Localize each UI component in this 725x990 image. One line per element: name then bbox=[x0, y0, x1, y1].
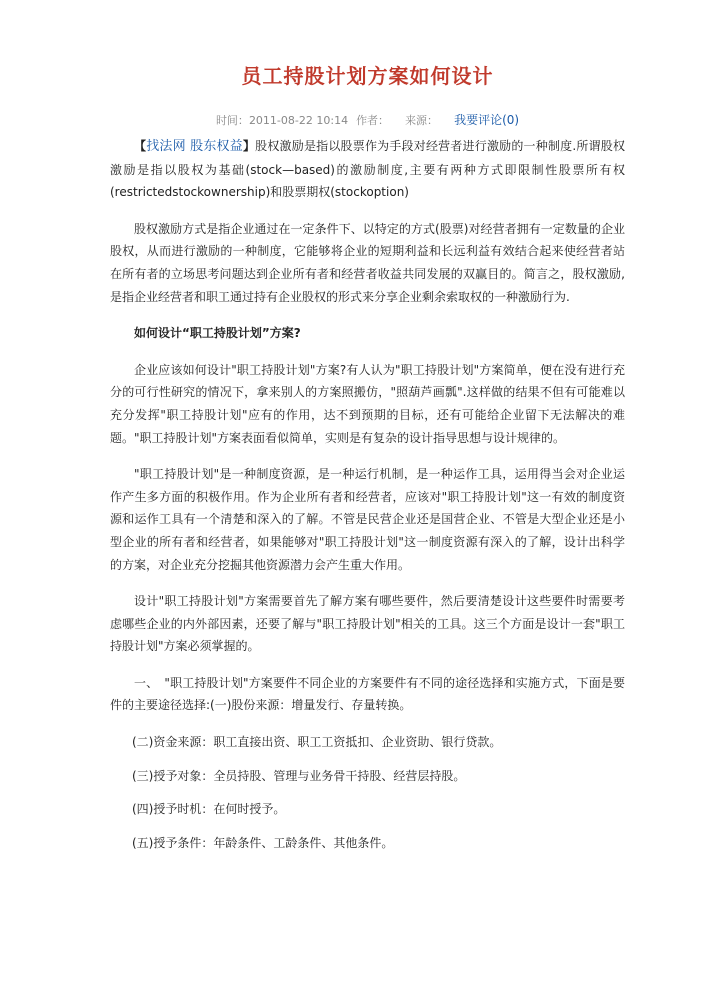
paragraph-4: "职工持股计划"是一种制度资源，是一种运行机制，是一种运作工具，运用得当会对企业运作产生多方面的积极作用。作为企业所有者和经营者，应该对"职工持股计划"这一有效的制度资源和运作工具有一个清楚和深入的了解。不管是民营企业还是国营企业、不管是大型企业还是小型企业的所有者和经营者，如果能够对"职工持股计划"这一制度资源有深入的了解，设计出科学的方案，对企业充分挖掘其他资源潜力会产生重大作用。 bbox=[110, 467, 625, 572]
list-item-grantees: (三)授予对象：全员持股、管理与业务骨干持股、经营层持股。 bbox=[132, 768, 466, 783]
article-title: 员工持股计划方案如何设计 bbox=[241, 64, 494, 88]
tag-open: 【 bbox=[134, 139, 147, 153]
paragraph-1-text: 股权激励是指以股票作为手段对经营者进行激励的一种制度.所谓股权激励是指以股权为基础(stock—based)的激励制度,主要有两种方式即限制性股票所有权(restrictedstockownership)和股票期权(stockoption) bbox=[110, 139, 625, 200]
paragraph-intro bbox=[110, 135, 625, 204]
article-body bbox=[110, 135, 625, 854]
source-label: 来源： bbox=[405, 114, 439, 127]
paragraph-6: 一、 "职工持股计划"方案要件不同企业的方案要件有不同的途径选择和实施方式，下面是要件的主要途径选择:(一)股份来源：增量发行、存量转换。 bbox=[110, 675, 625, 713]
list-item-funding: (二)资金来源：职工直接出资、职工工资抵扣、企业资助、银行贷款。 bbox=[132, 735, 502, 750]
paragraph-5: 设计"职工持股计划"方案需要首先了解方案有哪些要件，然后要清楚设计这些要件时需要考虑哪些企业的内外部因素，还要了解与"职工持股计划"相关的工具。这三个方面是设计一套"职工持股计划"方案必须掌握的。 bbox=[110, 594, 625, 654]
tag-close: 】 bbox=[242, 139, 256, 153]
category-tag-link[interactable]: 找法网 股东权益 bbox=[146, 139, 243, 154]
comment-link[interactable]: 我要评论(0) bbox=[454, 113, 520, 127]
author-label: 作者： bbox=[356, 114, 390, 127]
section-heading: 如何设计“职工持股计划”方案? bbox=[134, 326, 301, 341]
article-page bbox=[110, 0, 625, 865]
time-label: 时间： bbox=[215, 114, 249, 127]
list-item-conditions: (五)授予条件：年龄条件、工龄条件、其他条件。 bbox=[132, 835, 394, 850]
category-tag bbox=[134, 139, 255, 153]
article-meta bbox=[110, 112, 625, 129]
paragraph-2: 股权激励方式是指企业通过在一定条件下、以特定的方式(股票)对经营者拥有一定数量的企业股权，从而进行激励的一种制度，它能够将企业的短期利益和长远利益有效结合起来使经营者站在所有者的立场思考问题达到企业所有者和经营者收益共同发展的双赢目的。简言之，股权激励,是指企业经营者和职工通过持有企业股权的形式来分享企业剩余索取权的一种激励行为. bbox=[110, 221, 625, 304]
time-value: 2011-08-22 10:14 bbox=[248, 114, 349, 127]
list-item-timing: (四)授予时机：在何时授予。 bbox=[132, 802, 286, 817]
paragraph-3: 企业应该如何设计"职工持股计划"方案?有人认为"职工持股计划"方案简单，便在没有进行充分的可行性研究的情况下，拿来别人的方案照搬仿，"照葫芦画瓢".这样做的结果不但有可能难以充分发挥"职工持股计划"应有的作用，达不到预期的目标，还有可能给企业留下无法解决的难题。"职工持股计划"方案表面看似简单，实则是有复杂的设计指导思想与设计规律的。 bbox=[110, 362, 625, 445]
